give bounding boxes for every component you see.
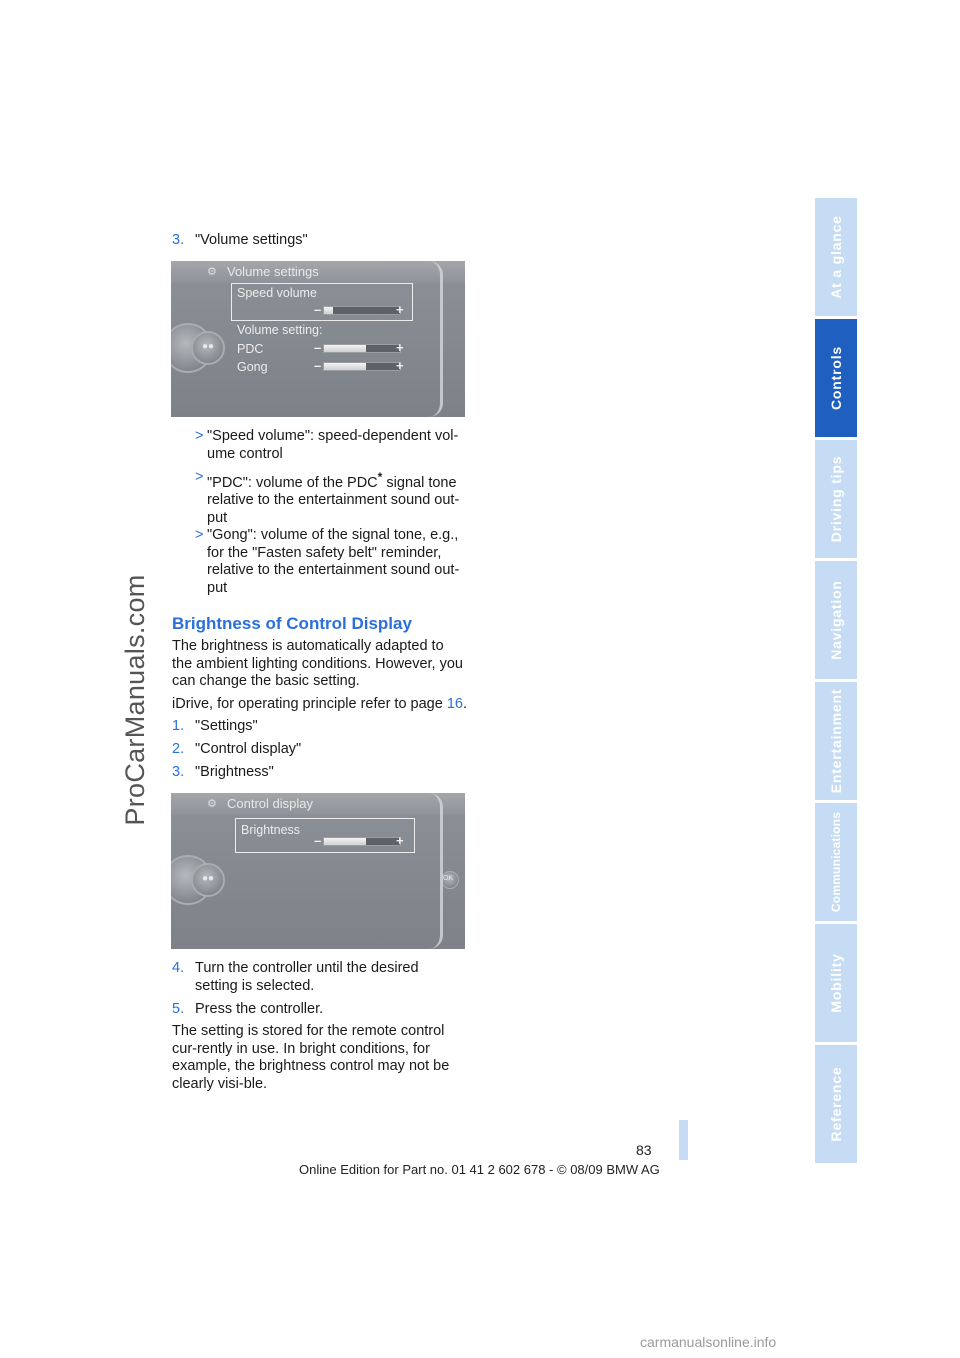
screen-title: Control display	[227, 796, 313, 811]
settings-icon: ⚙	[207, 798, 217, 810]
minus-icon: –	[314, 302, 322, 317]
plus-icon: +	[396, 358, 404, 373]
pdc-bar	[323, 344, 401, 353]
tab-communications[interactable]: Communications	[815, 803, 857, 921]
step-volume-settings: 3. "Volume settings"	[172, 232, 308, 248]
control-display-screen	[171, 793, 465, 949]
plus-icon: +	[396, 302, 404, 317]
settings-icon: ⚙	[207, 266, 217, 278]
chapter-tabs	[815, 198, 857, 1166]
bullet-speed-volume: > "Speed volume": speed-dependent vol-ume control	[195, 428, 459, 462]
minus-icon: –	[314, 340, 322, 355]
knob-dot-icon: ●●	[202, 873, 215, 884]
step-press-controller: 5. Press the controller.	[172, 1001, 324, 1017]
tab-driving-tips[interactable]: Driving tips	[815, 440, 857, 558]
screen-title: Volume settings	[227, 264, 319, 279]
volume-setting-label: Volume setting:	[237, 323, 323, 337]
step-settings: 1. "Settings"	[172, 718, 258, 734]
section-heading: Brightness of Control Display	[172, 614, 412, 633]
brightness-label: Brightness	[241, 823, 301, 837]
volume-settings-screen	[171, 261, 465, 417]
idrive-reference: iDrive, for operating principle refer to page 16.	[172, 696, 468, 712]
minus-icon: –	[314, 833, 322, 848]
speed-volume-label: Speed volume	[237, 286, 317, 300]
plus-icon: +	[396, 833, 404, 848]
bullet-gong: > "Gong": volume of the signal tone, e.g., for the "Fasten safety belt" reminder, relative to the entertainment sound out-put	[195, 527, 460, 596]
gong-label: Gong	[237, 360, 268, 374]
optional-equipment-star-icon: *	[377, 470, 383, 484]
intro-paragraph: The brightness is automatically adapted to the ambient lighting conditions. However, you can change the basic setting.	[172, 638, 463, 689]
tab-mobility[interactable]: Mobility	[815, 924, 857, 1042]
tab-controls[interactable]: Controls	[815, 319, 857, 437]
minus-icon: –	[314, 358, 322, 373]
procarmanuals-watermark: ProCarManuals.com	[120, 574, 150, 826]
step-turn-controller: 4. Turn the controller until the desired setting is selected.	[172, 960, 419, 994]
bottom-watermark: carmanualsonline.info	[640, 1334, 777, 1350]
screen-edge	[429, 793, 443, 949]
tab-at-a-glance[interactable]: At a glance	[815, 198, 857, 316]
side-button-label: OK	[443, 875, 454, 882]
step-brightness: 3. "Brightness"	[172, 764, 274, 780]
tab-reference[interactable]: Reference	[815, 1045, 857, 1163]
speed-volume-bar	[323, 306, 401, 315]
bullet-pdc: > "PDC": volume of the PDC* signal tone relative to the entertainment sound out-put	[195, 469, 460, 526]
plus-icon: +	[396, 340, 404, 355]
tab-entertainment[interactable]: Entertainment	[815, 682, 857, 800]
pdc-label: PDC	[237, 342, 264, 356]
tab-navigation[interactable]: Navigation	[815, 561, 857, 679]
gong-bar	[323, 362, 401, 371]
page-link[interactable]: 16	[446, 696, 463, 712]
footer-edition-text: Online Edition for Part no. 01 41 2 602 678 - © 08/09 BMW AG	[299, 1162, 660, 1177]
page-number: 83	[636, 1142, 652, 1158]
step-control-display: 2. "Control display"	[172, 741, 302, 757]
storage-note-paragraph: The setting is stored for the remote control cur-rently in use. In bright conditions, for example, the brightness control may not be clearly visi-ble.	[172, 1023, 450, 1092]
brightness-bar	[323, 837, 401, 846]
knob-dot-icon: ●●	[202, 341, 215, 352]
footer-accent-bar	[679, 1120, 688, 1160]
screen-edge	[429, 261, 443, 417]
